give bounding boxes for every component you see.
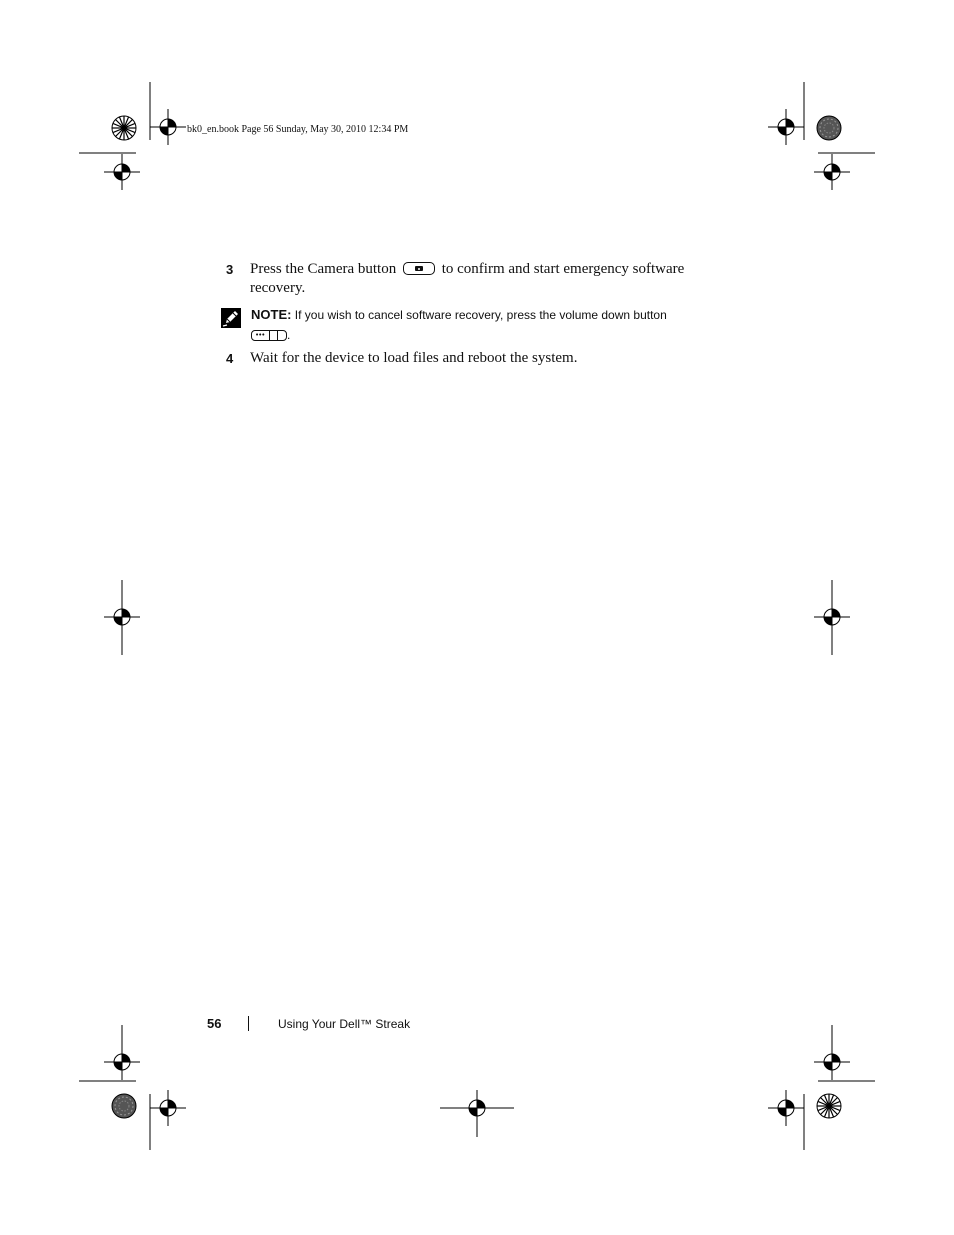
crosshair-top-left-1 [150,109,186,145]
starburst-target-top-left [112,116,136,140]
page-number: 56 [207,1016,222,1031]
volume-down-button-icon: ••• [251,330,287,341]
footer-divider [248,1016,249,1031]
starburst-target-bottom-right [817,1094,841,1118]
print-header-info: bk0_en.book Page 56 Sunday, May 30, 2010 12:34 PM [187,124,409,135]
note-text: If you wish to cancel software recovery, press the volume down button [294,308,667,322]
crosshair-bottom-right-1 [814,1044,850,1080]
crosshair-top-right-2 [814,154,850,190]
camera-button-icon [403,262,435,275]
solid-target-bottom-left [112,1094,136,1118]
crosshair-bottom-left-1 [104,1044,140,1080]
crosshair-top-right-1 [768,109,804,145]
step-text: Wait for the device to load files and reboot the system. [250,350,578,366]
note-end-punctuation: . [287,328,291,342]
crosshair-bottom-left-2 [150,1090,186,1126]
note-body [251,305,701,345]
step-text [250,260,710,298]
step-text-before: Press the Camera button [250,261,397,277]
crosshair-top-left-2 [104,154,140,190]
pencil-note-icon [221,308,241,328]
step-number: 4 [226,351,234,366]
crosshair-bottom-right-2 [768,1090,804,1126]
solid-target-top-right [817,116,841,140]
step-number: 3 [226,262,234,277]
step-text-after: to confirm and start emergency software recovery. [250,261,685,296]
note-label: NOTE: [251,307,292,322]
footer-section-title: Using Your Dell™ Streak [278,1017,411,1031]
